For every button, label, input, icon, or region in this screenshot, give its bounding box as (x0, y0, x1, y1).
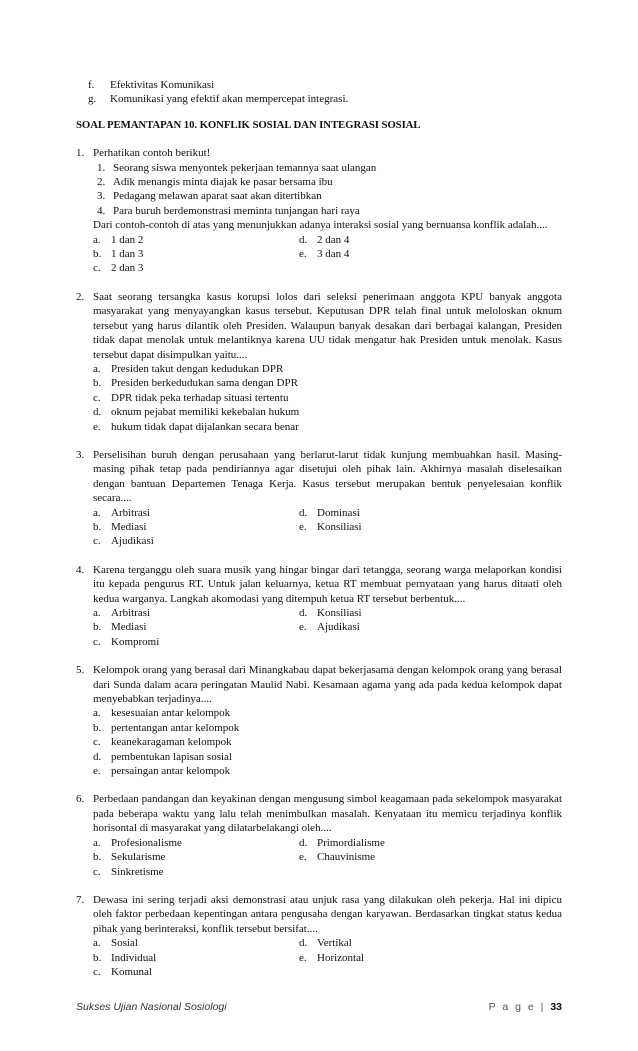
answer-option (93, 506, 299, 520)
list-item (88, 78, 562, 92)
answer-option (299, 635, 505, 649)
question-number: 1. (76, 147, 85, 160)
option-letter: c. (93, 736, 101, 749)
option-letter: e. (299, 248, 307, 261)
answer-option (93, 391, 393, 405)
question-number: 6. (76, 793, 85, 806)
option-text: Chauvinisme (317, 851, 376, 864)
option-letter: e. (93, 765, 101, 778)
item-letter: g. (88, 93, 97, 106)
option-letter: c. (93, 635, 101, 648)
option-letter: a. (93, 937, 101, 950)
options-row (93, 405, 562, 419)
question (76, 792, 562, 878)
answer-option (93, 420, 393, 434)
options-row (93, 391, 562, 405)
answer-option (299, 247, 505, 261)
option-letter: d. (299, 836, 308, 849)
option-letter: c. (93, 965, 101, 978)
option-text: pertentangan antar kelompok (111, 721, 240, 734)
footer-title: Sukses Ujian Nasional Sosiologi (76, 1001, 227, 1013)
option-letter (299, 965, 317, 979)
item-text: Pedagang melawan aparat saat akan ditertibkan (113, 190, 322, 203)
options-row (93, 261, 562, 275)
option-letter: e. (299, 621, 307, 634)
option-letter: a. (93, 607, 101, 619)
answer-option (93, 706, 393, 720)
options-row (93, 721, 562, 735)
option-letter: b. (93, 621, 102, 634)
option-letter: e. (299, 520, 307, 533)
option-text: Primordialisme (317, 836, 385, 849)
option-letter (299, 261, 317, 275)
options-row (93, 606, 562, 620)
answer-option (93, 735, 393, 749)
list-item (97, 161, 562, 175)
item-text: Adik menangis minta diajak ke pasar bersama ibu (113, 176, 333, 189)
option-letter: a. (93, 836, 101, 849)
answer-option (299, 965, 505, 979)
option-text: 3 dan 4 (317, 248, 350, 261)
question-text: Perselisihan buruh dengan perusahaan yang berlarut-larut tidak kunjung membuahkan hasil. Masing-masing pihak tetap pada pendiriannya agar disetujui oleh pihak lain. Akhirnya masalah diselesaikan dengan bantuan Departemen Tenaga Kerja. Kasus tersebut merupakan bentuk penyelesaian konflik secara.... (93, 448, 562, 505)
item-number: 2. (97, 176, 106, 189)
question-text: Karena terganggu oleh suara musik yang hingar bingar dari tetangga, seorang warga melaporkan kondisi itu kepada pengurus RT. Untuk jalan keluarnya, ketua RT membuat pernyataan yang harus ditaati oleh kedua warganya. Langkah akomodasi yang ditempuh ketua RT tersebut berbentuk.... (93, 563, 562, 605)
item-text: Seorang siswa menyontek pekerjaan temannya saat ulangan (113, 161, 377, 174)
answer-option (93, 764, 393, 778)
answer-option (299, 620, 505, 634)
answer-options (93, 506, 562, 549)
question-number: 5. (76, 664, 85, 677)
answer-option (299, 520, 505, 534)
answer-option (299, 836, 505, 850)
answer-options (93, 362, 562, 434)
option-text: Presiden takut dengan kedudukan DPR (111, 362, 284, 375)
question-text: Saat seorang tersangka kasus korupsi lolos dari seleksi penerimaan anggota KPU banyak anggota masyarakat yang menyayangkan kasus tersebut. Keputusan DPR telah final untuk meloloskan oknum tersebut yang harus dilantik oleh Presiden. Walaupun banyak desakan dari berbagai kalangan, Presiden tidak dapat menolak untuk melantiknya karena UU tidak mengatur hak Presiden untuk menolak. Kasus tersebut dapat disimpulkan yaitu.... (93, 290, 562, 361)
question-text: Dewasa ini sering terjadi aksi demonstrasi atau unjuk rasa yang dilakukan oleh pekerja. Hal ini dipicu oleh faktor perbedaan kepentingan antara pengusaha dengan karyawan. Berdasarkan tingkat status kedua pihak yang berinteraksi, konflik tersebut bersifat.... (93, 893, 562, 935)
option-text: 1 dan 3 (111, 248, 144, 261)
option-text: Profesionalisme (111, 836, 182, 849)
option-letter (299, 865, 317, 879)
option-text: oknum pejabat memiliki kekebalan hukum (111, 406, 300, 419)
question (76, 448, 562, 549)
page-footer (76, 1000, 562, 1014)
answer-option (299, 233, 505, 247)
options-row (93, 750, 562, 764)
answer-option (93, 620, 299, 634)
options-row (93, 706, 562, 720)
option-letter: a. (93, 506, 101, 519)
answer-option (299, 850, 505, 864)
answer-option (93, 865, 299, 879)
options-row (93, 865, 562, 879)
list-item (88, 92, 562, 106)
question-number: 7. (76, 893, 85, 906)
option-letter: b. (93, 520, 102, 533)
answer-option (93, 606, 299, 620)
option-text: Individual (111, 951, 157, 964)
answer-options (93, 936, 562, 979)
question (76, 563, 562, 649)
question (76, 893, 562, 979)
option-letter: e. (299, 951, 307, 964)
options-row (93, 936, 562, 950)
question (76, 146, 562, 276)
list-item (97, 189, 562, 203)
item-number: 4. (97, 204, 106, 217)
answer-option (93, 635, 299, 649)
option-letter: d. (93, 750, 102, 763)
question-body (93, 290, 562, 434)
option-letter: d. (299, 607, 308, 619)
item-letter: f. (88, 79, 95, 91)
answer-option (93, 936, 299, 950)
answer-options (93, 606, 562, 649)
page-number: 33 (550, 1001, 562, 1013)
item-text: Para buruh berdemonstrasi meminta tunjangan hari raya (113, 204, 360, 217)
answer-option (93, 750, 393, 764)
option-letter: a. (93, 707, 101, 720)
answer-option (93, 721, 393, 735)
option-text: Sosial (111, 937, 138, 950)
question-body (93, 663, 562, 778)
options-row (93, 376, 562, 390)
item-text: Efektivitas Komunikasi (110, 79, 215, 91)
answer-option (299, 506, 505, 520)
option-letter: c. (93, 865, 101, 878)
answer-option (299, 534, 505, 548)
option-letter: c. (93, 391, 101, 404)
option-letter: b. (93, 721, 102, 734)
option-letter: b. (93, 248, 102, 261)
option-text: Ajudikasi (111, 535, 154, 548)
option-text: DPR tidak peka terhadap situasi tertentu (111, 391, 289, 404)
answer-options (93, 836, 562, 879)
options-row (93, 635, 562, 649)
answer-options (93, 233, 562, 276)
option-letter (299, 534, 317, 548)
option-letter: c. (93, 535, 101, 548)
answer-option (93, 376, 393, 390)
question-prompt: Dari contoh-contoh di atas yang menunjukkan adanya interaksi sosial yang bernuansa konflik adalah.... (93, 219, 548, 232)
page-indicator (489, 1000, 562, 1014)
item-number: 3. (97, 190, 106, 203)
options-row (93, 735, 562, 749)
answer-options (93, 706, 562, 778)
options-row (93, 520, 562, 534)
option-text: keanekaragaman kelompok (111, 736, 232, 749)
lead-list (88, 78, 562, 107)
option-letter: d. (299, 506, 308, 519)
answer-option (299, 606, 505, 620)
options-row (93, 420, 562, 434)
options-row (93, 233, 562, 247)
answer-option (93, 405, 393, 419)
answer-option (93, 951, 299, 965)
option-text: Vertikal (317, 937, 352, 950)
answer-option (299, 936, 505, 950)
option-letter (299, 635, 317, 649)
option-text: Mediasi (111, 520, 147, 533)
question-text: Perhatikan contoh berikut! (93, 147, 211, 160)
options-row (93, 764, 562, 778)
options-row (93, 247, 562, 261)
page-label: P a g e (488, 1001, 536, 1013)
options-row (93, 850, 562, 864)
question-text: Kelompok orang yang berasal dari Minangkabau dapat bekerjasama dengan kelompok orang yang berasal dari Sunda dalam acara peringatan Maulid Nabi. Kesamaan agama yang ada pada kedua kelompok dapat menyebabkan terjadinya.... (93, 664, 562, 706)
item-number: 1. (97, 161, 106, 174)
question-body (93, 448, 562, 549)
options-row (93, 965, 562, 979)
answer-option (299, 865, 505, 879)
options-row (93, 534, 562, 548)
option-text: persaingan antar kelompok (111, 765, 231, 778)
answer-option (93, 261, 299, 275)
question-text: Perbedaan pandangan dan keyakinan dengan mengusung simbol keagamaan pada sekelompok masyarakat pada beberapa waktu yang lalu telah menimbulkan masalah. Kenyataan itu memicu terjadinya konflik horisontal di masyarakat yang dilatarbelakangi oleh.... (93, 793, 562, 835)
list-item (97, 204, 562, 218)
option-text: 1 dan 2 (111, 233, 144, 246)
option-letter: e. (299, 851, 307, 864)
option-text: Kompromi (111, 635, 160, 648)
section-title: SOAL PEMANTAPAN 10. KONFLIK SOSIAL DAN INTEGRASI SOSIAL (76, 118, 421, 131)
answer-option (93, 520, 299, 534)
option-text: Dominasi (317, 506, 360, 519)
question-body (93, 146, 562, 276)
options-row (93, 951, 562, 965)
option-text: Sekularisme (111, 851, 166, 864)
question (76, 663, 562, 778)
item-text: Komunikasi yang efektif akan mempercepat integrasi. (110, 93, 349, 106)
options-row (93, 836, 562, 850)
answer-option (299, 261, 505, 275)
question (76, 290, 562, 434)
option-letter: b. (93, 851, 102, 864)
answer-option (93, 850, 299, 864)
option-letter: d. (93, 406, 102, 419)
option-text: Konsiliasi (317, 607, 362, 619)
option-letter: c. (93, 262, 101, 275)
list-item (97, 175, 562, 189)
options-row (93, 362, 562, 376)
option-letter: a. (93, 233, 101, 246)
example-list (93, 161, 562, 219)
option-text: pembentukan lapisan sosial (111, 750, 232, 763)
option-text: Presiden berkedudukan sama dengan DPR (111, 377, 298, 390)
answer-option (93, 965, 299, 979)
question-number: 4. (76, 563, 85, 576)
option-letter: b. (93, 377, 102, 390)
question-list (76, 146, 562, 979)
option-text: Konsiliasi (317, 520, 362, 533)
answer-option (93, 247, 299, 261)
answer-option (299, 951, 505, 965)
page-content (76, 78, 562, 979)
option-text: Arbitrasi (111, 506, 151, 519)
option-letter: e. (93, 420, 101, 433)
option-letter: d. (299, 233, 308, 246)
answer-option (93, 836, 299, 850)
option-text: Mediasi (111, 621, 147, 634)
page-separator: | (540, 1001, 546, 1013)
option-letter: b. (93, 951, 102, 964)
option-text: Sinkretisme (111, 865, 164, 878)
option-text: Horizontal (317, 951, 365, 964)
answer-option (93, 233, 299, 247)
option-text: kesesuaian antar kelompok (111, 707, 231, 720)
question-body (93, 792, 562, 878)
question-body (93, 563, 562, 649)
answer-option (93, 362, 393, 376)
options-row (93, 620, 562, 634)
options-row (93, 506, 562, 520)
option-letter: d. (299, 937, 308, 950)
option-text: Komunal (111, 965, 152, 978)
option-text: Ajudikasi (317, 621, 360, 634)
question-number: 3. (76, 448, 85, 461)
option-text: 2 dan 3 (111, 262, 144, 275)
option-text: 2 dan 4 (317, 233, 350, 246)
answer-option (93, 534, 299, 548)
option-text: hukum tidak dapat dijalankan secara benar (111, 420, 299, 433)
question-number: 2. (76, 290, 85, 303)
option-letter: a. (93, 362, 101, 375)
option-text: Arbitrasi (111, 607, 151, 619)
question-body (93, 893, 562, 979)
